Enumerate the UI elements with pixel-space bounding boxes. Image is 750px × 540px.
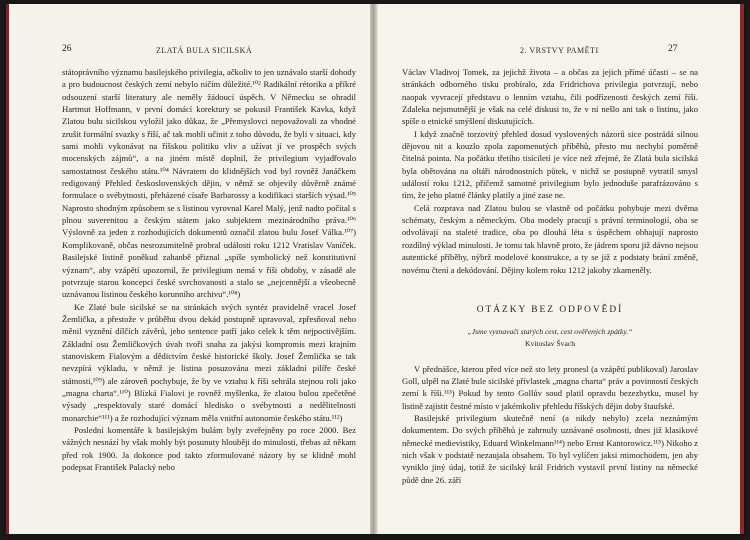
right-text-block	[402, 66, 698, 486]
right-paragraph-2: I když značně torzovitý přehled dosud vyslovených názorů sice postrádá silnou dějovou nit a kouzlo zpola zapomenutých příběhů, přesto mu nechybí poměrně čitelná pointa. Na počátku třetího tisíciletí je více než zřejmé, že Zlatá bula sicilská byla obětována na oltáři národnostních půtek, v nichž se postupně vytratil smysl událostí roku 1212, přičemž samotné privilegium bylo jednoduše parafrázováno s tím, že jeho platné články platily a jiné zase ne.	[402, 128, 698, 201]
section-title: OTÁZKY BEZ ODPOVĚDÍ	[476, 304, 624, 315]
right-paragraph-3: Celá rozprava nad Zlatou bulou se vlastně od počátku pohybuje mezi dvěma schématy, českým a německým. Oba modely pracují s právní terminologií, oba se odvolávají na staleté tradice, oba po dlouhá léta s úspěchem obhajují naprosto rozdílný výklad minulosti. Je tomu tak hlavně proto, že jádrem sporu již dávno nejsou autentické příběhy, nýbrž modelové konstrukce, a ty se již z podstaty brání změně, novému čtení a dekódování. Dějiny kolem roku 1212 jakoby zkameněly.	[402, 202, 698, 275]
binding-edge-left	[6, 4, 9, 534]
binding-edge-right	[740, 4, 744, 534]
left-paragraph-3: Poslední komentáře k basilejským bulám byly zveřejněny po roce 2000. Bez vážných nesnází by však mohly být posunuty hlouběji do minulosti, třebas až někam před rok 1900. Ja dokonce pod takto zformulované názory by se klidně mohl podepsat František Palacký nebo	[62, 424, 356, 472]
right-paragraph-1: Václav Vladivoj Tomek, za jejichž života – a občas za jejich přímé účasti – se na stránkách odborného tisku probíralo, zda Fridrichova privilegia potvrzují, nebo naopak vyvracejí představu o lenním vztahu, čili podřízenosti českých zemí říši. Zdaleka nejsmutnější je však na celé diskusi to, že v ní nešlo ani tak o listinu, jako spíše o etnické smýšlení diskutujících.	[402, 67, 698, 127]
page-number-right: 27	[668, 44, 678, 54]
left-text-block	[62, 66, 356, 473]
right-paragraph-4: V přednášce, kterou před více než sto lety pronesl (a vzápětí publikoval) Jaroslav Goll, ulpěl na Zlaté bule sicilské přívlastek „magna charta“ práv a povinností českých zemí k říši.¹¹³) Pokud by tento Gollův soud platil opravdu bezezbytku, musel by listině zajistit čestné místo v jakémkoliv přehledu říšských dějin doby štaufské.	[402, 363, 698, 411]
section-motto: „Jsme vyznavači starých cest, cest ověřených zpátky.“	[467, 327, 633, 337]
book-spread	[6, 4, 744, 534]
left-paragraph-1: státoprávního významu basilejského privilegia, ačkoliv to jen uznávalo starší dohody a pro budoucnost českých zemí nebylo ničím důležité.¹⁰² Radikální rétorika a příkré odsouzení starší literatury ale neměly žádoucí úspěch. V Německu se ohradil Hartmut Hoffmann, v první domácí korektury se pokusil František Kavka, když Zlatou bulu sicilskou vyložil jako důkaz, že „Přemyslovci nepovažovali za vhodné zrušit formální svazky s říší, ač tak mohli učinit z toho důvodu, že byli v situaci, kdy sami mohli vykonávat na říšskou politiku vliv a užívat jí ve prospěch svých mocenských zájmů“, a na jiném místě doplnil, že privilegium vyjadřovalo samostatnost českého státu.¹⁰⁴ Návratem do klidnějších vod byl rovněž Janáčkem redigovaný Přehled československých dějin, v němž se objevily důvěrně známé formulace o svébytnosti, přeházené císaře Barbarossy a kodifikaci starších výsad.¹⁰⁵ Naprosto shodným způsobem se s listinou vyrovnal Karel Malý, jenž nadto počítal s plnou suverenitou a českým státem jako subjektem mezinárodního práva.¹⁰⁶ Výslovně za jeden z rozhodujících dokumentů označil zlatou bulu Josef Válka.¹⁰⁷) Komplikovaně, občas nesrozumitelně probral události roku 1212 Vratislav Vaníček. Basilejské listině poněkud zahanbě přiznal „spíše symbolický než konstitutivní význam“, aby vzápětí upozornil, že privilegium nemá v říši obdoby, v zásadě ale potvrzuje starou koncepci české svrchovanosti a stalo se „nejcennější a všeobecně uznávanou listinou českého korunního archivu“.¹⁰⁸)	[62, 67, 356, 300]
book-gutter	[370, 4, 378, 534]
running-head-left: ZLATÁ BULA SICILSKÁ	[156, 46, 253, 55]
right-page	[378, 4, 744, 534]
motto-author: Kvitoslav Švach	[525, 339, 575, 349]
left-page	[6, 4, 371, 534]
left-paragraph-2: Ke Zlaté bule sicilské se na stránkách svých syntéz pravidelně vracel Josef Žemlička, a přestože v průběhu dvou dekád postupně upravoval, zpřesňoval nebo měnil vyznění dílčích závěrů, jeho sentence patří jako celek k těm nejpoctivějším. Základní osu Žemličkových úvah tvoří snaha za jakýsi kompromis mezi krajním stanoviskem Fialovým a dědictvím české historické školy. Josef Žemlička se tak nevzpírá výkladu, v němž je listina posuzována mezi základní pilíře české státnosti,¹⁰⁹) ale zároveň pochybuje, že by ve vztahu k říši sehrála stejnou roli jako „magna charta“.¹¹⁰) Blízká Fialovi je rovněž myšlenka, že zlatou bulou zpečetěné výsady „respektovaly staré domácí hledisko o svébytnosti a nedělitelnosti monarchie“¹¹¹) a že rozhodující význam měla vnitřní autonomie českého státu.¹¹²)	[62, 301, 356, 423]
page-number-left: 26	[62, 44, 72, 54]
right-paragraph-5: Basilejské privilegium skutečně není (a nikdy nebylo) zcela neznámým dokumentem. Do svých příběhů je zahrnuly uznávané osobnosti, dnes již klasikové německé medievistiky, Eduard Winkelmann¹¹⁴) nebo Ernst Kantorowicz.¹¹⁵) Nikoho z nich však v podstatě nezaujala obsahem. To byl vylíčen jaksi mimochodem, jen aby vyniklo jiný údaj, totiž že sicilský král Fridrich vystavil první listiny na německé půdě dne 26. září	[402, 412, 698, 485]
running-head-right: 2. VRSTVY PAMĚTI	[520, 46, 599, 55]
